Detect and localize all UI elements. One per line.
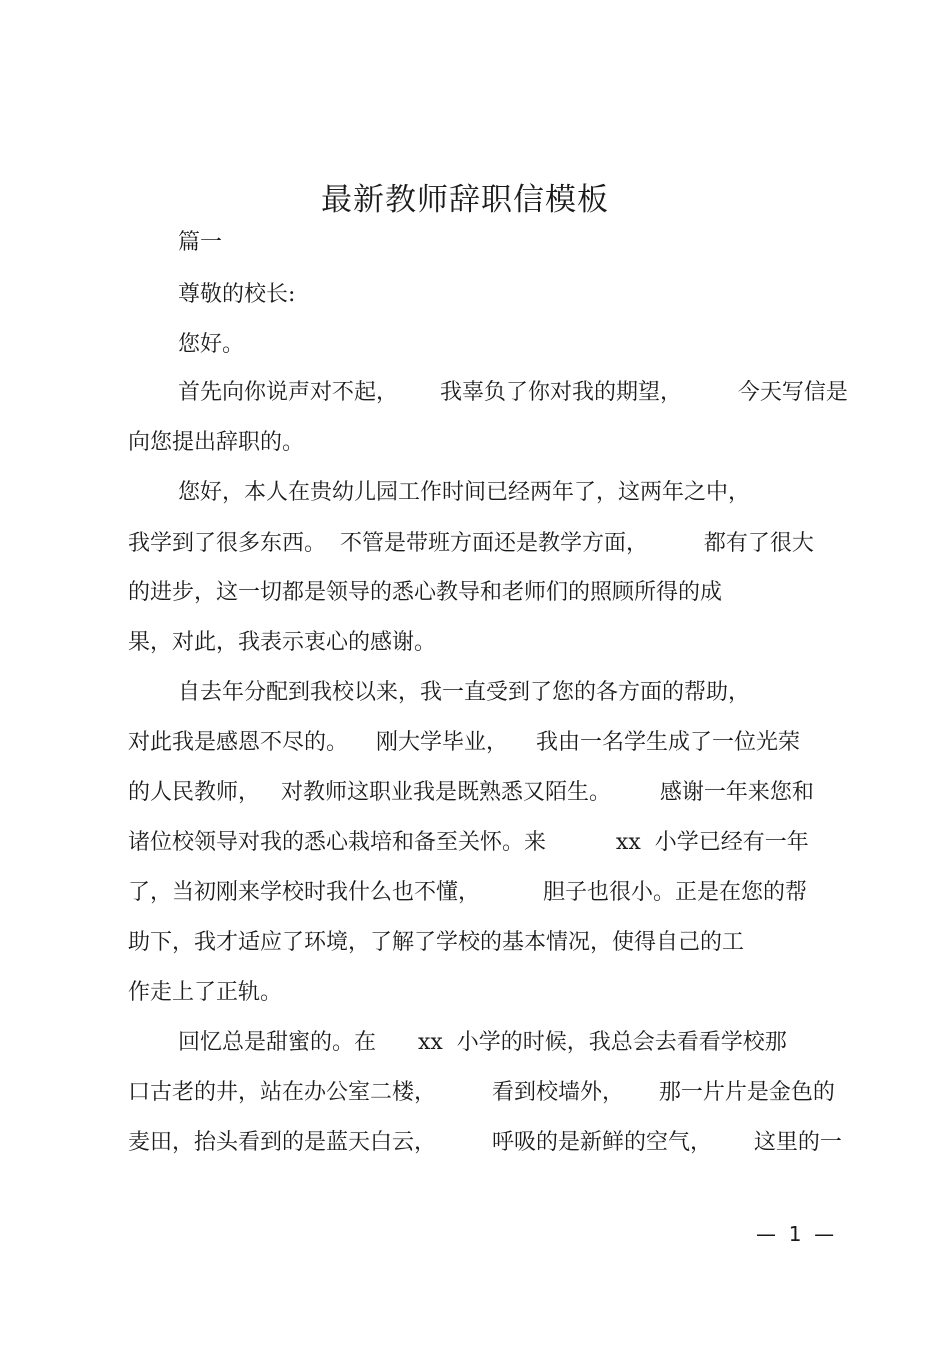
paragraph-line: 口古老的井，站在办公室二楼， 看到校墙外， 那一片片是金色的 — [128, 1080, 835, 1105]
paragraph-line: 对此我是感恩不尽的。 刚大学毕业， 我由一名学生成了一位光荣 — [128, 730, 800, 755]
salutation: 尊敬的校长: — [178, 282, 296, 307]
paragraph-line: 自去年分配到我校以来，我一直受到了您的各方面的帮助， — [178, 680, 751, 705]
paragraph-line: 我学到了很多东西。 不管是带班方面还是教学方面， 都有了很大 — [128, 531, 814, 556]
paragraph-line: 的人民教师， 对教师这职业我是既熟悉又陌生。 感谢一年来您和 — [128, 780, 814, 805]
paragraph-line: 首先向你说声对不起， 我辜负了你对我的期望， 今天写信是 — [178, 380, 848, 405]
paragraph-line: 回忆总是甜蜜的。在 xx 小学的时候，我总会去看看学校那 — [178, 1030, 787, 1055]
paragraph-line: 麦田，抬头看到的是蓝天白云， 呼吸的是新鲜的空气， 这里的一 — [128, 1130, 842, 1155]
paragraph-line: 果，对此，我表示衷心的感谢。 — [128, 630, 437, 655]
document-title: 最新教师辞职信模板 — [321, 182, 609, 218]
paragraph-line: 的进步，这一切都是领导的悉心教导和老师们的照顾所得的成 — [128, 580, 723, 605]
section-label: 篇一 — [178, 230, 223, 255]
page-number: — 1 — — [756, 1222, 835, 1246]
paragraph-line: 了，当初刚来学校时我什么也不懂， 胆子也很小。正是在您的帮 — [128, 880, 807, 905]
paragraph-line: 向您提出辞职的。 — [128, 430, 305, 455]
paragraph-line: 您好，本人在贵幼儿园工作时间已经两年了，这两年之中， — [178, 480, 751, 505]
greeting: 您好。 — [178, 332, 245, 357]
paragraph-line: 助下，我才适应了环境，了解了学校的基本情况，使得自己的工 — [128, 930, 745, 955]
paragraph-line: 作走上了正轨。 — [128, 980, 283, 1005]
paragraph-line: 诸位校领导对我的悉心栽培和备至关怀。来 xx 小学已经有一年 — [128, 830, 809, 855]
